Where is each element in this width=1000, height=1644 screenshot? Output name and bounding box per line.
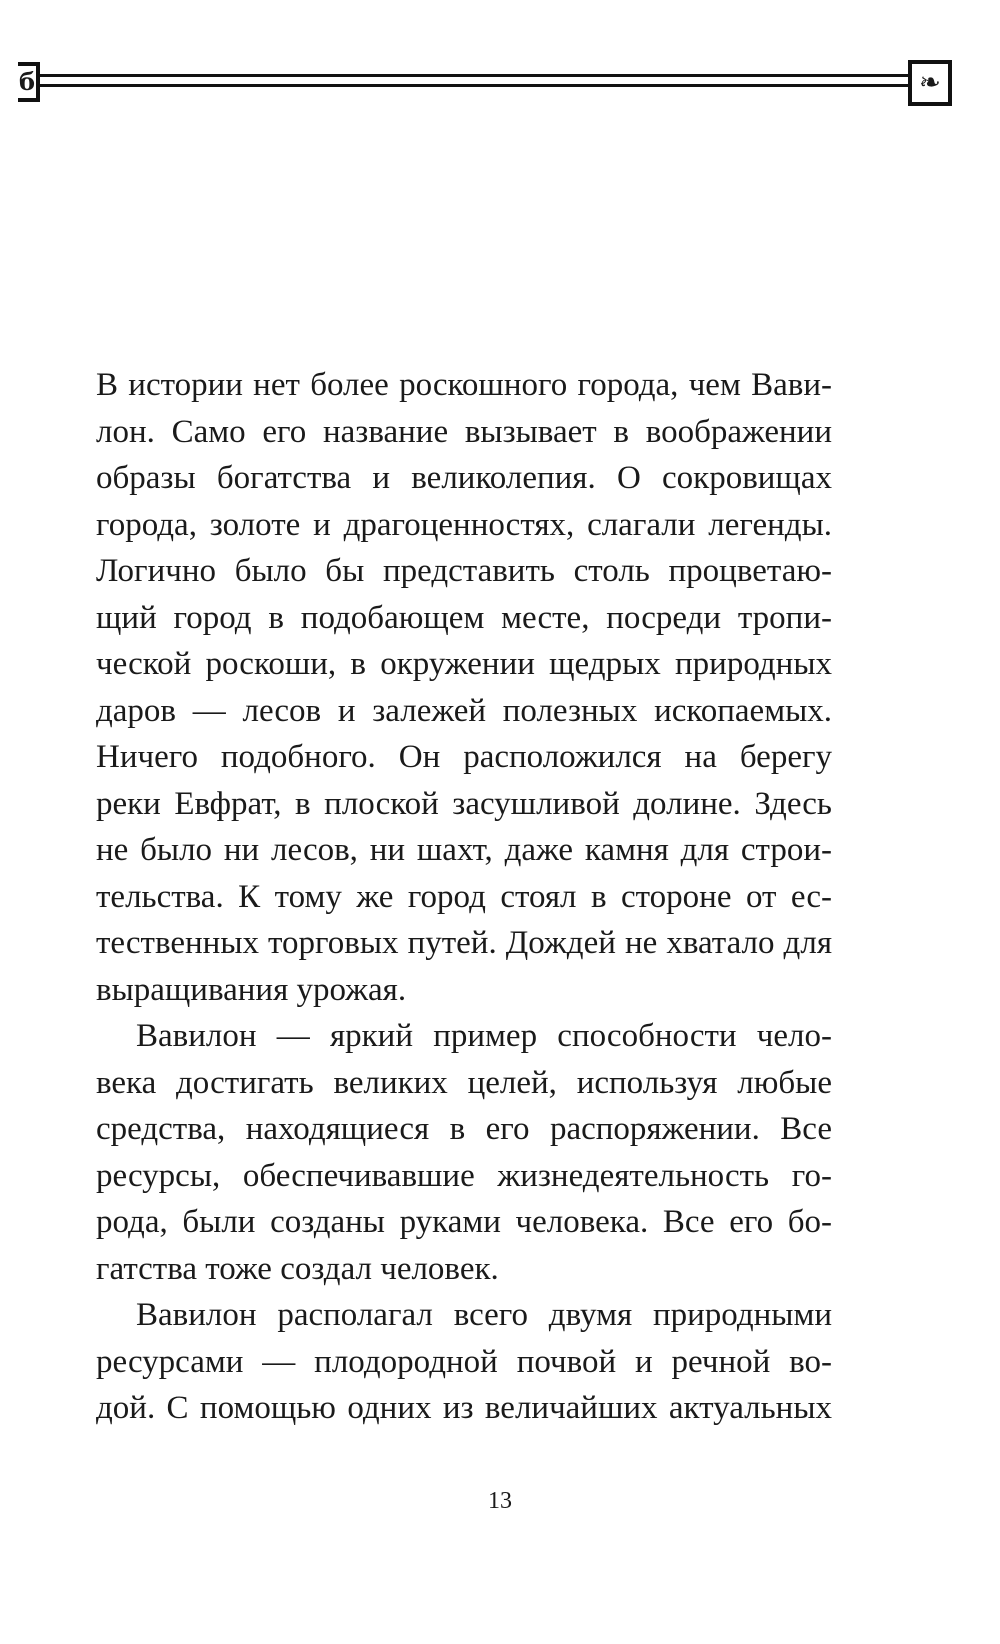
text-line: ресурсы, обеспечивавшие жизнедеятельность го- xyxy=(96,1157,832,1194)
text-line: тельства. К тому же город стоял в стороне от ес- xyxy=(96,878,832,915)
text-line: Ничего подобного. Он расположился на берегу xyxy=(96,739,832,775)
paragraph-1 xyxy=(96,362,832,1013)
page-number: 13 xyxy=(488,1488,512,1514)
text-line: тественных торговых путей. Дождей не хватало для xyxy=(96,925,832,961)
text-line: ческой роскоши, в окружении щедрых природных xyxy=(96,646,832,682)
text-line: рода, были созданы руками человека. Все его бо- xyxy=(96,1204,832,1240)
text-line: средства, находящиеся в его распоряжении. Все xyxy=(96,1111,832,1147)
text-line: реки Евфрат, в плоской засушливой долине. Здесь xyxy=(96,785,832,822)
header-left-ornament-icon: б xyxy=(18,62,40,102)
text-line: города, золоте и драгоценностях, слагали легенды. xyxy=(96,506,832,543)
text-line: дой. С помощью одних из величайших актуальных xyxy=(96,1390,832,1426)
text-line: щий город в подобающем месте, посреди тропи- xyxy=(96,599,832,636)
header-right-ornament-icon: ❧ xyxy=(908,60,952,106)
text-line: выращивания урожая. xyxy=(96,971,407,1008)
header-rule-bottom xyxy=(30,84,910,87)
text-line: Логично было бы представить столь процветаю- xyxy=(96,553,832,589)
header-rule-top xyxy=(30,74,910,77)
text-line: ресурсами — плодородной почвой и речной во- xyxy=(96,1343,832,1380)
text-line: лон. Само его название вызывает в воображении xyxy=(96,413,832,450)
text-line: века достигать великих целей, используя любые xyxy=(96,1064,832,1101)
text-line: Вавилон располагал всего двумя природными xyxy=(136,1297,832,1333)
text-line: образы богатства и великолепия. О сокровищах xyxy=(96,460,832,496)
paragraph-3 xyxy=(96,1292,832,1432)
body-text xyxy=(96,362,832,1432)
paragraph-2 xyxy=(96,1013,832,1292)
text-line: В истории нет более роскошного города, чем Вави- xyxy=(96,367,832,403)
text-line: не было ни лесов, ни шахт, даже камня для строи- xyxy=(96,832,832,868)
text-line: Вавилон — яркий пример способности чело- xyxy=(136,1018,832,1054)
text-line: даров — лесов и залежей полезных ископаемых. xyxy=(96,692,832,729)
text-line: гатства тоже создал человек. xyxy=(96,1250,499,1287)
